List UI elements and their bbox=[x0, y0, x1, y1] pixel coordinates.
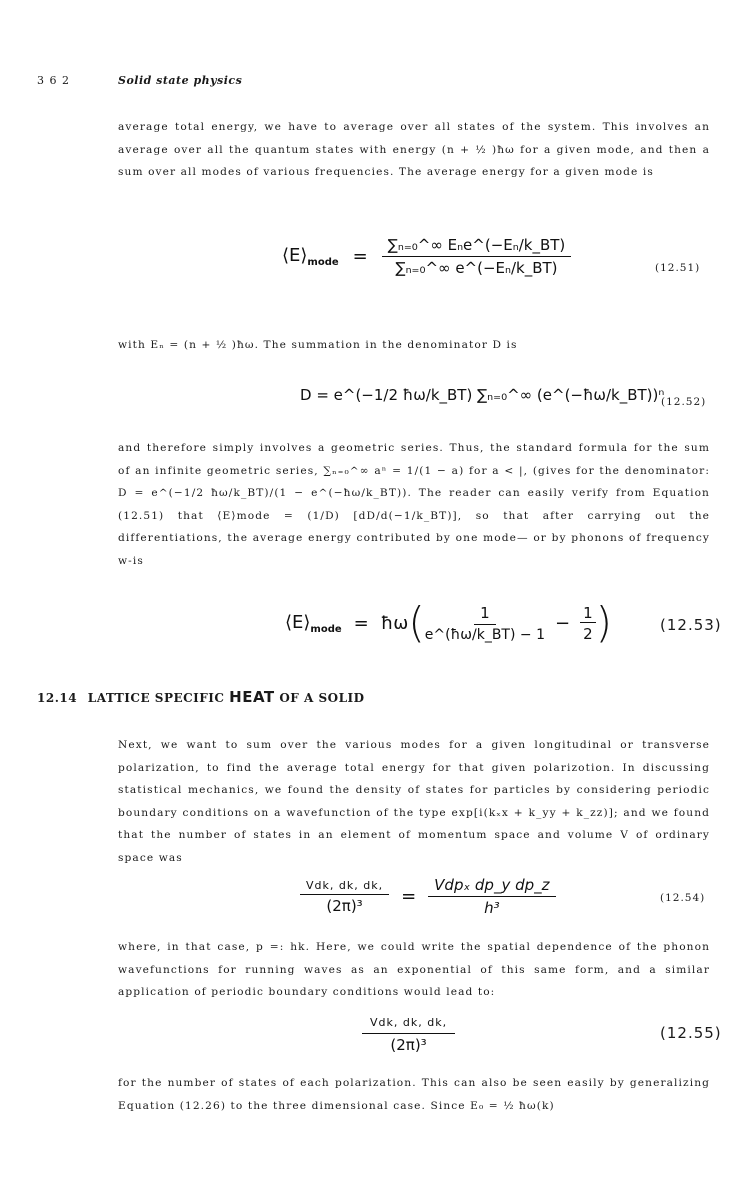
running-title: Solid state physics bbox=[118, 74, 243, 87]
paragraph-5 bbox=[118, 936, 710, 1004]
eq-12-54-left-fraction bbox=[300, 879, 389, 915]
paragraph-2-text: with Eₙ = (n + ½ )ħω. The summation in the denominator D is bbox=[118, 339, 518, 351]
eq-12-51-numerator: ∑ₙ₌₀^∞ Eₙe^(−Eₙ/k_BT) bbox=[382, 236, 572, 257]
equation-12-54 bbox=[300, 876, 556, 917]
eq-12-53-inner-num: 1 bbox=[474, 604, 496, 625]
eq-12-53-minus: − bbox=[554, 612, 571, 634]
eq-12-53-fraction-main bbox=[425, 604, 545, 643]
eq-12-51-denominator: ∑ₙ₌₀^∞ e^(−Eₙ/k_BT) bbox=[395, 259, 558, 277]
paragraph-1-text: average total energy, we have to average over all states of the system. This involves an average over all the quantum states with energy (n + ½ )ħω for a given mode, and then a sum over all modes of various frequencies. The average energy for a given mode is bbox=[118, 121, 710, 179]
equation-12-53: $⟨E⟩_{mode}$ = ħω ( $\frac{1}{e\^{}(ħ\omega/k\_BT) - 1}$ − $\frac{1}{2}$ ) bbox=[285, 598, 613, 647]
paragraph-1 bbox=[118, 116, 710, 184]
section-title-part1: LATTICE SPECIFIC bbox=[87, 691, 225, 705]
eq-12-51-lhs: $⟨E⟩_{mode}$ bbox=[282, 245, 339, 268]
eq-12-53-lhs-sub: mode bbox=[310, 623, 342, 635]
paragraph-6 bbox=[118, 1072, 710, 1117]
paragraph-3-text: and therefore simply involves a geometric series. Thus, the standard formula for the sum of an infinite geometric series, ∑ₙ₌₀^∞ aⁿ = 1/(1 − a) for a < |, (gives for the denominator: D = e^(−1/2 ħω/k_BT)/(1 − e^(−ħω/k_BT)). The reader can easily verify from Equation (12.51) that ⟨E⟩mode = (1/D) [dD/d(−1/k_BT)], so that after carrying out the differentiations, the average energy contributed by one mode— or by phonons of frequency w-is bbox=[118, 442, 710, 567]
eq-12-55-number: (12.55) bbox=[660, 1024, 722, 1042]
eq-12-54-equals: = bbox=[401, 886, 417, 907]
eq-12-53-prefactor: ħω bbox=[380, 612, 409, 634]
eq-12-54-left-den: (2π)³ bbox=[326, 896, 363, 915]
equation-12-52: D = e^(−1/2 ħω/k_BT) ∑ₙ₌₀^∞ (e^(−ħω/k_BT))ⁿ bbox=[300, 386, 665, 404]
eq-12-54-right-num: Vdpₓ dp_y dp_z bbox=[428, 876, 555, 897]
section-title-part2: HEAT bbox=[229, 688, 275, 706]
eq-12-51-lhs-sub: mode bbox=[307, 257, 339, 268]
section-title-part3: OF A SOLID bbox=[279, 691, 365, 705]
page-number: 3 6 2 bbox=[37, 74, 70, 87]
paragraph-4 bbox=[118, 734, 710, 870]
paragraph-4-text: Next, we want to sum over the various modes for a given longitudinal or transverse polarization, to find the average total energy for that given polarizotion. In discussing statistical mechanics, we found the density of states for particles by considering periodic boundary conditions on a wavefunction of the type exp[i(kₓx + k_yy + k_zz)]; and we found that the number of states in an element of momentum space and volume V of ordinary space was bbox=[118, 739, 710, 864]
eq-12-53-number: (12.53) bbox=[660, 616, 722, 634]
eq-12-51-number: (12.51) bbox=[655, 262, 701, 274]
equation-12-51: $⟨E⟩_{mode}$ = $\frac{\text{∑ₙ₌₀\textasciicircum{}∞ Eₙe\textasciicircum{}(−Eₙ/k\_BT)}}{\text{∑ₙ₌₀\textasciicircum{}∞ e\textasciicircum{}(−Eₙ/k\_BT)}}$ bbox=[282, 236, 571, 277]
paragraph-2 bbox=[118, 334, 710, 357]
eq-12-51-fraction bbox=[382, 236, 572, 277]
eq-12-55-fraction bbox=[362, 1016, 455, 1054]
eq-12-54-number: (12.54) bbox=[660, 892, 706, 904]
eq-12-55-num: Vdk, dk, dk, bbox=[362, 1016, 455, 1034]
eq-12-54-right-den: h³ bbox=[484, 899, 500, 917]
eq-12-53-inner-den: e^(ħω/k_BT) − 1 bbox=[424, 626, 545, 643]
section-number: 12.14 bbox=[37, 691, 78, 705]
eq-12-53-fraction-half bbox=[580, 604, 596, 643]
paragraph-6-text: for the number of states of each polarization. This can also be seen easily by generalizing Equation (12.26) to the three dimensional case. Since E₀ = ½ ħω(k) bbox=[118, 1077, 710, 1112]
paragraph-5-text: where, in that case, p =: hk. Here, we could write the spatial dependence of the phonon wavefunctions for running waves as an exponential of this same form, and a similar application of periodic boundary conditions would lead to: bbox=[118, 941, 710, 999]
section-heading bbox=[37, 688, 365, 706]
eq-12-54-right-fraction bbox=[428, 876, 555, 917]
paragraph-3 bbox=[118, 437, 710, 573]
equation-12-55 bbox=[362, 1016, 455, 1054]
eq-12-53-half-den: 2 bbox=[583, 624, 593, 643]
eq-12-53-half-num: 1 bbox=[580, 604, 596, 623]
eq-12-55-den: (2π)³ bbox=[390, 1036, 427, 1054]
eq-12-53-lhs: $⟨E⟩_{mode}$ bbox=[285, 611, 342, 635]
eq-12-54-left-num: Vdk, dk, dk, bbox=[300, 879, 389, 895]
eq-12-52-number: (12.52) bbox=[661, 396, 707, 408]
